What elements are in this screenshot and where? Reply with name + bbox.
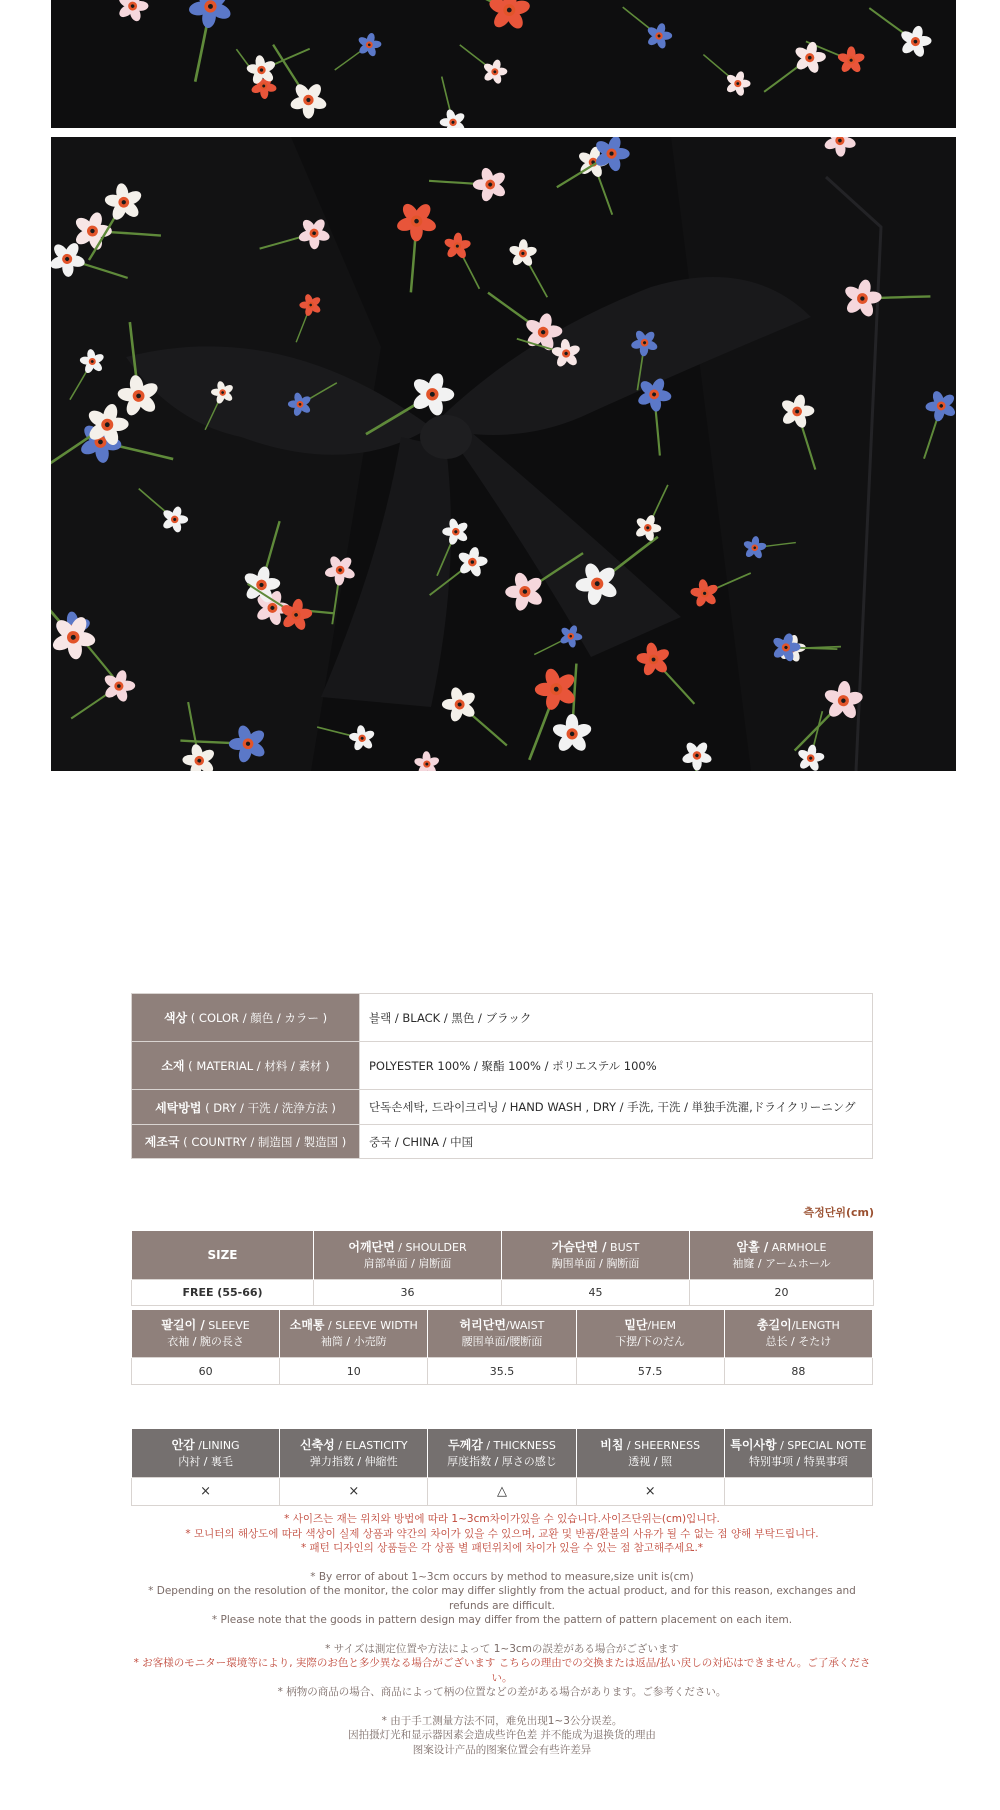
table-cell: FREE (55-66) xyxy=(132,1280,314,1306)
header-sub: 透视 / 照 xyxy=(628,1454,672,1468)
header-en: / SHEERNESS xyxy=(623,1438,701,1452)
header-en: / THICKNESS xyxy=(482,1438,556,1452)
info-row xyxy=(132,1042,873,1090)
note-zh-2: 因拍摄灯光和显示器因素会造成些许色差 并不能成为退换货的理由 xyxy=(348,1729,656,1741)
info-label-sub: ( DRY / 干洗 / 洗浄方法 ) xyxy=(201,1100,336,1115)
column-header xyxy=(690,1231,874,1280)
info-value: 중국 / CHINA / 中国 xyxy=(360,1125,873,1159)
size-notes xyxy=(131,1512,873,1757)
table-row xyxy=(132,1478,873,1506)
header-sub: 肩部单面 / 肩断面 xyxy=(363,1256,452,1270)
fabric-closeup-top-photo xyxy=(51,0,956,128)
note-zh-3: 图案设计产品的图案位置会有些许差异 xyxy=(412,1743,592,1756)
header-en: / SPECIAL NOTE xyxy=(776,1438,867,1452)
table-cell: × xyxy=(576,1478,724,1506)
table-row xyxy=(132,1280,874,1306)
size-table-1 xyxy=(131,1230,874,1306)
header-main: 가슴단면 / xyxy=(551,1239,607,1254)
note-ko-1: * 사이즈는 재는 위치와 방법에 따라 1~3cm차이가있을 수 있습니다.사이즈단위는(cm)입니다. xyxy=(284,1513,720,1525)
header-en: BUST xyxy=(606,1240,640,1254)
column-header xyxy=(132,1310,280,1358)
note-en-1: * By error of about 1~3cm occurs by method to measure,size unit is(cm) xyxy=(310,1570,694,1583)
product-info-table xyxy=(131,993,873,1159)
info-label xyxy=(132,994,360,1042)
header-sub: 袖筒 / 小売防 xyxy=(320,1335,387,1348)
header-en: /WAIST xyxy=(505,1319,545,1332)
info-value: 블랙 / BLACK / 黑色 / ブラック xyxy=(360,994,873,1042)
table-cell: 60 xyxy=(132,1358,280,1385)
info-label-main: 색상 xyxy=(163,1011,188,1025)
table-cell: △ xyxy=(428,1478,576,1506)
note-en-2: * Depending on the resolution of the monitor, the color may differ slightly from the actual product, and for this reason, exchanges and refunds are difficult. xyxy=(148,1585,856,1612)
info-label-sub: ( MATERIAL / 材料 / 素材 ) xyxy=(184,1059,330,1073)
header-main: 총길이 xyxy=(756,1318,792,1332)
table-cell: 88 xyxy=(724,1358,872,1385)
column-header xyxy=(132,1429,280,1478)
column-header xyxy=(280,1310,428,1358)
table-row xyxy=(132,1358,873,1385)
note-en-3: * Please note that the goods in pattern design may differ from the pattern of pattern placement on each item. xyxy=(211,1614,793,1626)
note-ko-3: * 패턴 디자인의 상품들은 각 상품 별 패턴위치에 차이가 있을 수 있는 점 참고해주세요.* xyxy=(300,1542,704,1554)
column-header xyxy=(502,1231,690,1280)
header-sub: 下摆/下のだん xyxy=(615,1335,686,1348)
column-header xyxy=(428,1310,576,1358)
info-row xyxy=(132,1125,873,1159)
size-table-2 xyxy=(131,1309,873,1385)
table-cell: 20 xyxy=(690,1280,874,1306)
column-header xyxy=(132,1231,314,1280)
info-value: 단독손세탁, 드라이크리닝 / HAND WASH , DRY / 手洗, 干洗 / 単独手洗濯,ドライクリーニング xyxy=(360,1090,873,1125)
note-ja-1: * サイズは測定位置や方法によって 1~3cmの誤差がある場合がございます xyxy=(325,1642,679,1655)
header-sub: 厚度指数 / 厚さの感じ xyxy=(447,1454,557,1468)
info-label-main: 소재 xyxy=(161,1059,185,1073)
info-value: POLYESTER 100% / 聚酯 100% / ポリエステル 100% xyxy=(360,1042,873,1090)
info-label xyxy=(132,1042,360,1090)
header-sub: 内衬 / 裏毛 xyxy=(178,1454,233,1468)
header-main: 특이사항 xyxy=(730,1437,777,1452)
info-label-sub: ( COUNTRY / 制造国 / 製造国 ) xyxy=(179,1135,347,1149)
info-label-sub: ( COLOR / 顏色 / カラー ) xyxy=(187,1011,328,1025)
column-header xyxy=(724,1429,872,1478)
table-cell: × xyxy=(280,1478,428,1506)
column-header xyxy=(280,1429,428,1478)
header-en: ARMHOLE xyxy=(768,1240,827,1254)
table-cell: 36 xyxy=(314,1280,502,1306)
header-main: 허리단면 xyxy=(459,1318,506,1332)
header-sub: 弹力指数 / 伸縮性 xyxy=(309,1454,398,1468)
header-sub: 总长 / そたけ xyxy=(765,1335,832,1348)
header-sub: 袖窿 / アームホール xyxy=(732,1256,831,1270)
header-main: 두께감 xyxy=(448,1437,483,1452)
header-sub: 特别事项 / 特異事項 xyxy=(749,1454,848,1468)
header-en: /LINING xyxy=(194,1438,240,1452)
table-cell xyxy=(724,1478,872,1506)
column-header xyxy=(428,1429,576,1478)
info-label xyxy=(132,1125,360,1159)
note-ja-2: * お客様のモニター環境等により, 実際のお色と多少異なる場合がございます こちらの理由での交換または返品/払い戻しの対応はできません。ご了承ください。 xyxy=(133,1657,871,1684)
header-main: SIZE xyxy=(207,1247,238,1262)
column-header xyxy=(724,1310,872,1358)
fabric-closeup-ribbon-photo xyxy=(51,137,956,771)
header-en: / SHOULDER xyxy=(394,1240,467,1254)
header-main: 팔길이 / xyxy=(161,1318,205,1332)
header-main: 신축성 xyxy=(299,1437,335,1452)
header-en: / ELASTICITY xyxy=(334,1438,408,1452)
fit-characteristics-table xyxy=(131,1428,873,1506)
info-label xyxy=(132,1090,360,1125)
note-ja-3: * 柄物の商品の場合、商品によって柄の位置などの差がある場合があります。ご参考ください。 xyxy=(277,1686,727,1698)
header-main: 밑단 xyxy=(624,1318,648,1332)
header-main: 어깨단면 xyxy=(348,1239,395,1254)
header-main: 소매통 xyxy=(289,1318,325,1332)
header-en: /HEM xyxy=(647,1319,676,1332)
floral-fabric-ribbon-image xyxy=(51,137,956,771)
header-sub: 胸围单面 / 胸断面 xyxy=(551,1256,640,1270)
measurement-unit-label: 측정단위(cm) xyxy=(803,1206,874,1219)
header-sub: 衣袖 / 腕の長さ xyxy=(167,1335,244,1348)
table-cell: 10 xyxy=(280,1358,428,1385)
info-row xyxy=(132,1090,873,1125)
header-main: 비침 xyxy=(600,1437,624,1452)
header-en: SLEEVE xyxy=(204,1319,250,1332)
floral-fabric-image xyxy=(51,0,956,128)
info-label-main: 세탁방법 xyxy=(155,1100,202,1115)
table-cell: 35.5 xyxy=(428,1358,576,1385)
column-header xyxy=(314,1231,502,1280)
table-cell: 45 xyxy=(502,1280,690,1306)
info-row xyxy=(132,994,873,1042)
info-label-main: 제조국 xyxy=(144,1135,180,1149)
table-cell: 57.5 xyxy=(576,1358,724,1385)
note-ko-2: * 모니터의 해상도에 따라 색상이 실제 상품과 약간의 차이가 있을 수 있으며, 교환 및 반품/환불의 사유가 될 수 없는 점 양해 부탁드립니다. xyxy=(185,1527,819,1540)
column-header xyxy=(576,1310,724,1358)
header-main: 암홀 / xyxy=(736,1239,769,1254)
header-sub: 腰围单面/腰断面 xyxy=(461,1335,543,1348)
header-en: / SLEEVE WIDTH xyxy=(324,1319,418,1332)
table-cell: × xyxy=(132,1478,280,1506)
header-main: 안감 xyxy=(171,1437,195,1452)
header-en: /LENGTH xyxy=(791,1319,840,1332)
note-zh-1: * 由于手工测量方法不同，难免出现1~3公分误差。 xyxy=(381,1714,623,1727)
column-header xyxy=(576,1429,724,1478)
